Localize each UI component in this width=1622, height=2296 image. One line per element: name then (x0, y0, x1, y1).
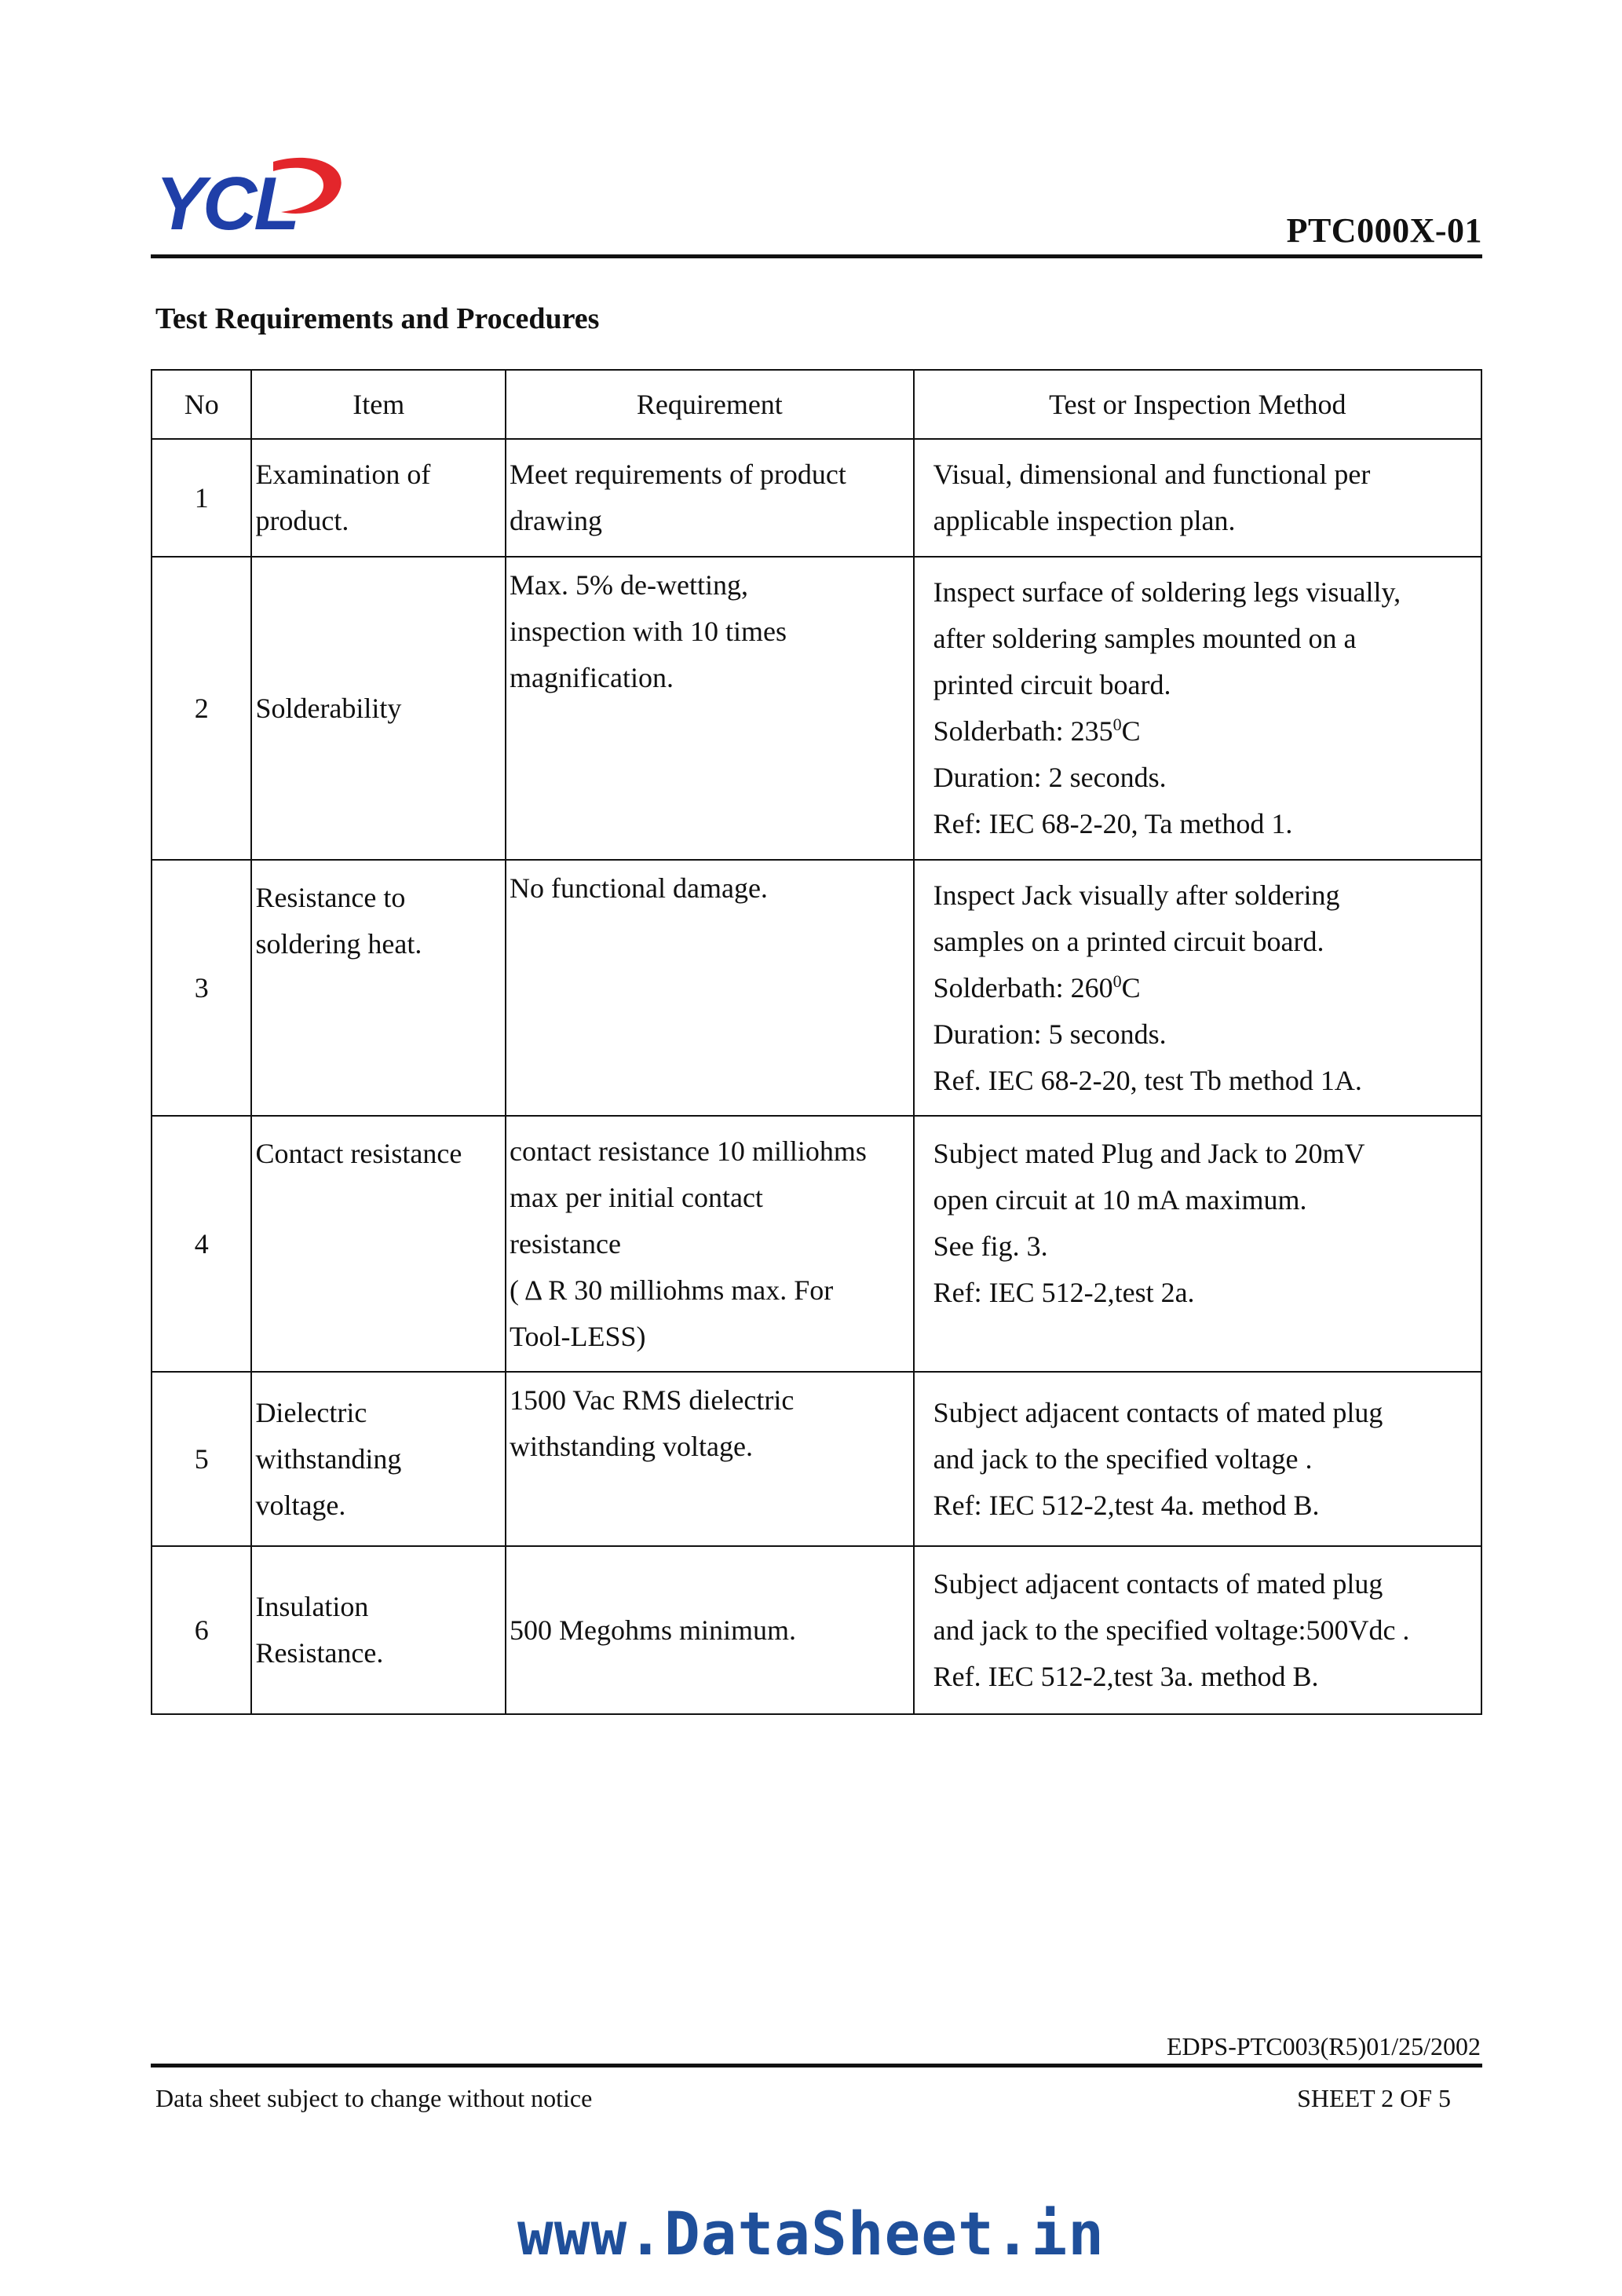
method-line: applicable inspection plan. (933, 505, 1236, 536)
requirement-line: max per initial contact (510, 1181, 763, 1213)
table-row (152, 1116, 1481, 1372)
table-row (152, 860, 1481, 1116)
method-cell (914, 439, 1481, 557)
item-line: voltage. (255, 1489, 346, 1521)
requirement-line: Meet requirements of product (510, 459, 846, 490)
watermark-link[interactable]: www.DataSheet.in (517, 2199, 1105, 2269)
method-line: Ref: IEC 512-2,test 2a. (933, 1277, 1195, 1308)
logo-text: YCL (155, 162, 297, 240)
item-line: Contact resistance (255, 1138, 462, 1169)
requirement-line: magnification. (510, 662, 674, 693)
method-line: Subject adjacent contacts of mated plug (933, 1396, 1383, 1428)
requirement-line: Max. 5% de-wetting, (510, 569, 748, 601)
method-line: after soldering samples mounted on a (933, 623, 1357, 654)
item-cell (251, 439, 506, 557)
requirement-cell (506, 557, 914, 860)
row-number: 2 (152, 557, 251, 860)
table-row (152, 439, 1481, 557)
row-number: 4 (152, 1116, 251, 1372)
requirement-cell (506, 1546, 914, 1714)
table-header-row (152, 370, 1481, 439)
row-number: 5 (152, 1372, 251, 1546)
requirement-cell (506, 439, 914, 557)
method-cell (914, 557, 1481, 860)
requirement-line: No functional damage. (510, 872, 768, 904)
table-row (152, 1546, 1481, 1714)
header-rule (151, 254, 1482, 258)
method-line-temperature (933, 708, 1478, 755)
method-line: Subject adjacent contacts of mated plug (933, 1567, 1383, 1600)
header-method: Test or Inspection Method (914, 370, 1481, 439)
requirement-line: ( Δ R 30 milliohms max. For (510, 1274, 834, 1306)
solderbath-temp: Solderbath: 260 (933, 971, 1113, 1004)
temp-unit: C (1121, 715, 1141, 747)
requirement-line: Tool-LESS) (510, 1320, 646, 1352)
item-line: Dielectric (255, 1396, 367, 1428)
item-line: Insulation (255, 1591, 369, 1622)
requirement-line: resistance (510, 1227, 621, 1260)
item-cell (251, 860, 506, 1116)
item-line: withstanding (255, 1442, 402, 1475)
method-cell (914, 860, 1481, 1116)
degree-mark: 0 (1112, 715, 1122, 734)
item-line: product. (255, 505, 349, 536)
degree-mark: 0 (1112, 971, 1122, 991)
header-requirement: Requirement (506, 370, 914, 439)
method-line: Ref. IEC 68-2-20, test Tb method 1A. (933, 1064, 1362, 1096)
row-number: 6 (152, 1546, 251, 1714)
method-line: Ref: IEC 512-2,test 4a. method B. (933, 1489, 1320, 1521)
requirement-line: inspection with 10 times (510, 616, 787, 647)
temp-unit: C (1121, 971, 1141, 1004)
item-cell (251, 1116, 506, 1372)
requirement-line: drawing (510, 505, 603, 536)
method-line: samples on a printed circuit board. (933, 925, 1324, 957)
item-line: Resistance to (255, 882, 406, 913)
requirement-line: withstanding voltage. (510, 1431, 754, 1462)
method-line: printed circuit board. (933, 669, 1171, 700)
method-cell (914, 1546, 1481, 1714)
requirements-table (151, 369, 1482, 1715)
footer-notice: Data sheet subject to change without notice (155, 2084, 593, 2112)
method-line: See fig. 3. (933, 1230, 1048, 1262)
header-item: Item (251, 370, 506, 439)
requirement-line: 500 Megohms minimum. (510, 1614, 797, 1646)
table-row (152, 557, 1481, 860)
method-line-temperature (933, 965, 1478, 1011)
item-line: Solderability (255, 692, 402, 724)
requirement-cell (506, 1116, 914, 1372)
solderbath-temp: Solderbath: 235 (933, 715, 1113, 747)
document-code: PTC000X-01 (1286, 211, 1482, 250)
ycl-logo (155, 154, 352, 240)
row-number: 3 (152, 860, 251, 1116)
method-line: Inspect surface of soldering legs visually, (933, 576, 1401, 608)
method-line: Subject mated Plug and Jack to 20mV (933, 1138, 1365, 1169)
method-line: Ref: IEC 68-2-20, Ta method 1. (933, 808, 1293, 839)
edps-code: EDPS-PTC003(R5)01/25/2002 (1166, 2032, 1481, 2060)
method-line: and jack to the specified voltage . (933, 1442, 1313, 1475)
method-line: open circuit at 10 mA maximum. (933, 1184, 1307, 1216)
row-number: 1 (152, 439, 251, 557)
method-cell (914, 1116, 1481, 1372)
method-line: and jack to the specified voltage:500Vdc . (933, 1614, 1410, 1646)
method-cell (914, 1372, 1481, 1546)
header-no: No (152, 370, 251, 439)
item-cell (251, 557, 506, 860)
item-line: soldering heat. (255, 928, 422, 960)
method-line: Inspect Jack visually after soldering (933, 879, 1340, 911)
item-line: Examination of (255, 459, 431, 490)
requirement-cell (506, 1372, 914, 1546)
method-line: Ref. IEC 512-2,test 3a. method B. (933, 1660, 1319, 1692)
footer-rule (151, 2064, 1482, 2067)
item-line: Resistance. (255, 1637, 384, 1669)
item-cell (251, 1372, 506, 1546)
requirement-line: contact resistance 10 milliohms (510, 1135, 867, 1167)
section-title: Test Requirements and Procedures (155, 302, 600, 335)
item-cell (251, 1546, 506, 1714)
requirement-cell (506, 860, 914, 1116)
method-line: Visual, dimensional and functional per (933, 459, 1371, 490)
method-line: Duration: 5 seconds. (933, 1018, 1167, 1050)
sheet-number: SHEET 2 OF 5 (1297, 2084, 1451, 2112)
requirement-line: 1500 Vac RMS dielectric (510, 1384, 795, 1416)
table-row (152, 1372, 1481, 1546)
method-line: Duration: 2 seconds. (933, 762, 1167, 793)
